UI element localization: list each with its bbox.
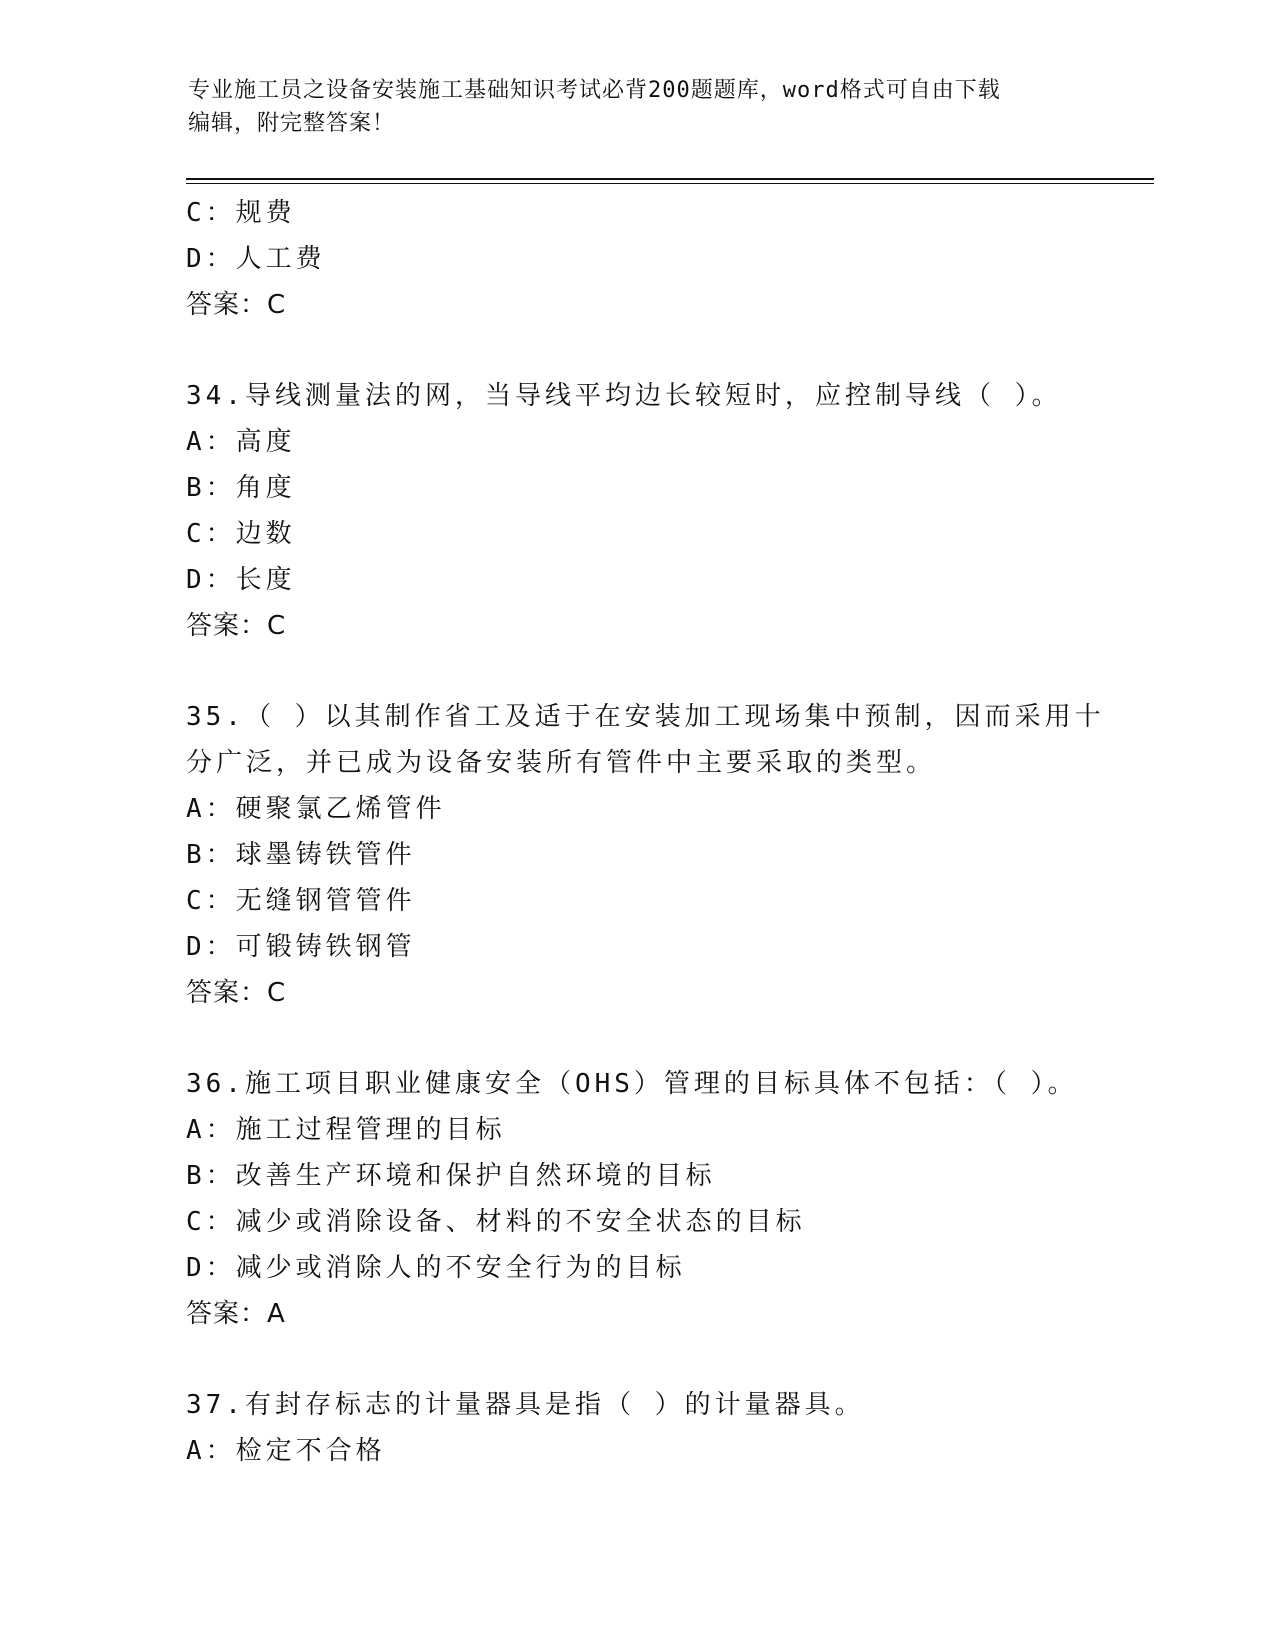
answer-line: 答案：C [186,290,287,320]
header-line-1: 专业施工员之设备安装施工基础知识考试必背200题题库，word格式可自由下载 [188,78,1001,103]
option-b: B：球墨铸铁管件 [186,840,416,870]
option-d: D：人工费 [186,244,326,274]
question-stem: 37.有封存标志的计量器具是指（ ）的计量器具。 [186,1390,865,1420]
question-stem-line-2: 分广泛，并已成为设备安装所有管件中主要采取的类型。 [186,748,937,778]
option-a: A：检定不合格 [186,1436,386,1466]
header-line-2: 编辑，附完整答案！ [188,111,396,136]
answer-line: 答案：A [186,1299,286,1329]
option-d: D：减少或消除人的不安全行为的目标 [186,1253,686,1283]
answer-line: 答案：C [186,611,287,641]
option-b: B：角度 [186,473,296,503]
question-37 [186,1382,1086,1474]
question-34 [186,373,1086,649]
question-35 [186,694,1105,1016]
answer-line: 答案：C [186,978,287,1008]
option-c: C：减少或消除设备、材料的不安全状态的目标 [186,1207,806,1237]
question-list [186,190,1105,1474]
option-c: C：无缝钢管管件 [186,886,416,916]
option-c: C：规费 [186,198,296,228]
option-a: A：硬聚氯乙烯管件 [186,794,446,824]
option-a: A：高度 [186,427,296,457]
header-divider-thick [186,178,1154,180]
option-a: A：施工过程管理的目标 [186,1115,506,1145]
option-b: B：改善生产环境和保护自然环境的目标 [186,1161,716,1191]
question-33-tail [186,190,1086,328]
option-c: C：边数 [186,519,296,549]
question-36 [186,1061,1086,1337]
document-header [188,74,1088,140]
question-stem: 36.施工项目职业健康安全（OHS）管理的目标具体不包括：（ ）。 [186,1069,1078,1099]
question-stem: 34.导线测量法的网，当导线平均边长较短时，应控制导线（ ）。 [186,381,1062,411]
question-stem-line-1: 35.（ ）以其制作省工及适于在安装加工现场集中预制，因而采用十 [186,702,1105,732]
option-d: D：可锻铸铁钢管 [186,932,416,962]
header-divider-thin [186,183,1154,184]
option-d: D：长度 [186,565,296,595]
